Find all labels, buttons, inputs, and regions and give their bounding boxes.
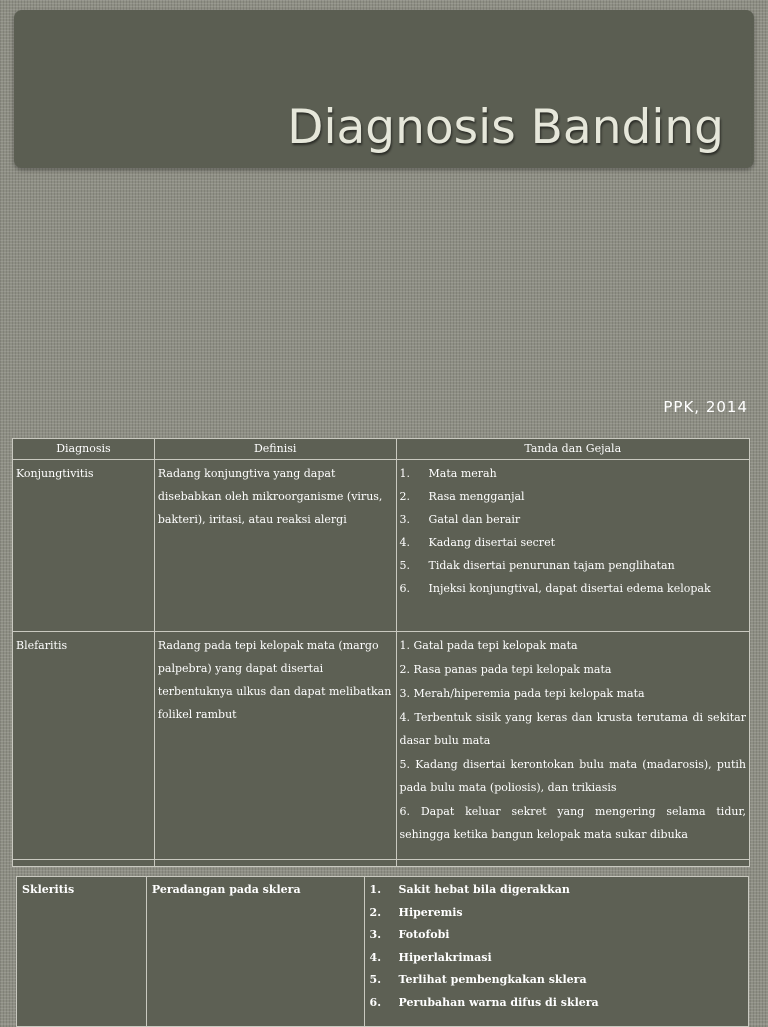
- list-text: Terlihat pembengkakan sklera: [398, 973, 587, 986]
- list-text: Gatal dan berair: [428, 513, 521, 526]
- list-number: 5.: [399, 559, 411, 572]
- list-item: 4. Terbentuk sisik yang keras dan krusta terutama di sekitar dasar bulu mata: [399, 711, 746, 747]
- list-item: [400, 508, 746, 531]
- cell-empty: [154, 860, 396, 867]
- list-item: 5. Kadang disertai kerontokan bulu mata (madarosis), putih pada bulu mata (poliosis), dan trikiasis: [399, 758, 746, 794]
- list-item: 1. Gatal pada tepi kelopak mata: [399, 639, 578, 652]
- list-item: 6. Dapat keluar sekret yang mengering selama tidur, sehingga ketika bangun kelopak mata sukar dibuka: [399, 805, 746, 841]
- list-text: Sakit hebat bila digerakkan: [398, 883, 570, 896]
- list-item: 3. Merah/hiperemia pada tepi kelopak mata: [399, 687, 645, 700]
- list-text: Hiperemis: [398, 905, 463, 919]
- list-item: [370, 992, 743, 1015]
- list-number: 3.: [369, 928, 382, 941]
- list-number: 6.: [369, 995, 382, 1009]
- list-text: Hiperlakrimasi: [398, 950, 492, 964]
- cell-gejala: [396, 460, 749, 632]
- cell-gejala: [364, 877, 748, 1027]
- list-text: Perubahan warna difus di sklera: [398, 995, 599, 1009]
- table-row: [13, 632, 750, 860]
- list-number: 4.: [399, 536, 411, 549]
- table-row: [13, 460, 750, 632]
- differential-diagnosis-table-continued: [16, 876, 749, 1027]
- cell-diagnosis: Konjungtivitis: [13, 460, 155, 632]
- list-number: 4.: [369, 950, 382, 964]
- cell-empty: [13, 860, 155, 867]
- list-item: [370, 947, 743, 970]
- list-item: [370, 902, 743, 925]
- list-item: [400, 531, 746, 554]
- list-number: 3.: [399, 513, 411, 526]
- differential-diagnosis-table: [12, 438, 750, 867]
- list-item: [370, 969, 743, 992]
- list-item: 2. Rasa panas pada tepi kelopak mata: [399, 663, 612, 676]
- list-text: Fotofobi: [398, 928, 450, 941]
- list-number: 2.: [399, 490, 411, 503]
- cell-diagnosis: Skleritis: [17, 877, 147, 1027]
- symptom-list: [370, 879, 743, 1014]
- list-text: Rasa mengganjal: [428, 490, 525, 503]
- header-definisi: Definisi: [154, 439, 396, 460]
- list-number: 1.: [399, 467, 411, 480]
- list-number: 1.: [369, 883, 382, 896]
- list-item: [400, 577, 746, 600]
- list-number: 6.: [399, 582, 411, 595]
- list-item: [400, 485, 746, 508]
- list-item: [400, 554, 746, 577]
- header-diagnosis: Diagnosis: [13, 439, 155, 460]
- cell-diagnosis: Blefaritis: [13, 632, 155, 860]
- list-number: 2.: [369, 905, 382, 919]
- cell-gejala: [396, 632, 749, 860]
- table-header-row: [13, 439, 750, 460]
- source-citation: PPK, 2014: [663, 398, 748, 416]
- slide-title: Diagnosis Banding: [287, 100, 724, 155]
- header-gejala: Tanda dan Gejala: [396, 439, 749, 460]
- list-text: Mata merah: [428, 467, 497, 480]
- list-text: Kadang disertai secret: [428, 536, 555, 549]
- cell-definisi: Peradangan pada sklera: [146, 877, 364, 1027]
- list-text: Injeksi konjungtival, dapat disertai edema kelopak: [428, 582, 711, 595]
- table-row: [17, 877, 749, 1027]
- list-number: 5.: [369, 973, 382, 986]
- symptom-list: [400, 462, 746, 600]
- table-row-empty: [13, 860, 750, 867]
- list-item: [370, 924, 743, 947]
- list-item: [370, 879, 743, 902]
- cell-definisi: Radang konjungtiva yang dapat disebabkan oleh mikroorganisme (virus, bakteri), iritasi, atau reaksi alergi: [154, 460, 396, 632]
- list-text: Tidak disertai penurunan tajam penglihatan: [428, 559, 675, 572]
- cell-empty: [396, 860, 749, 867]
- list-item: [400, 462, 746, 485]
- cell-definisi: Radang pada tepi kelopak mata (margo palpebra) yang dapat disertai terbentuknya ulkus dan dapat melibatkan folikel rambut: [154, 632, 396, 860]
